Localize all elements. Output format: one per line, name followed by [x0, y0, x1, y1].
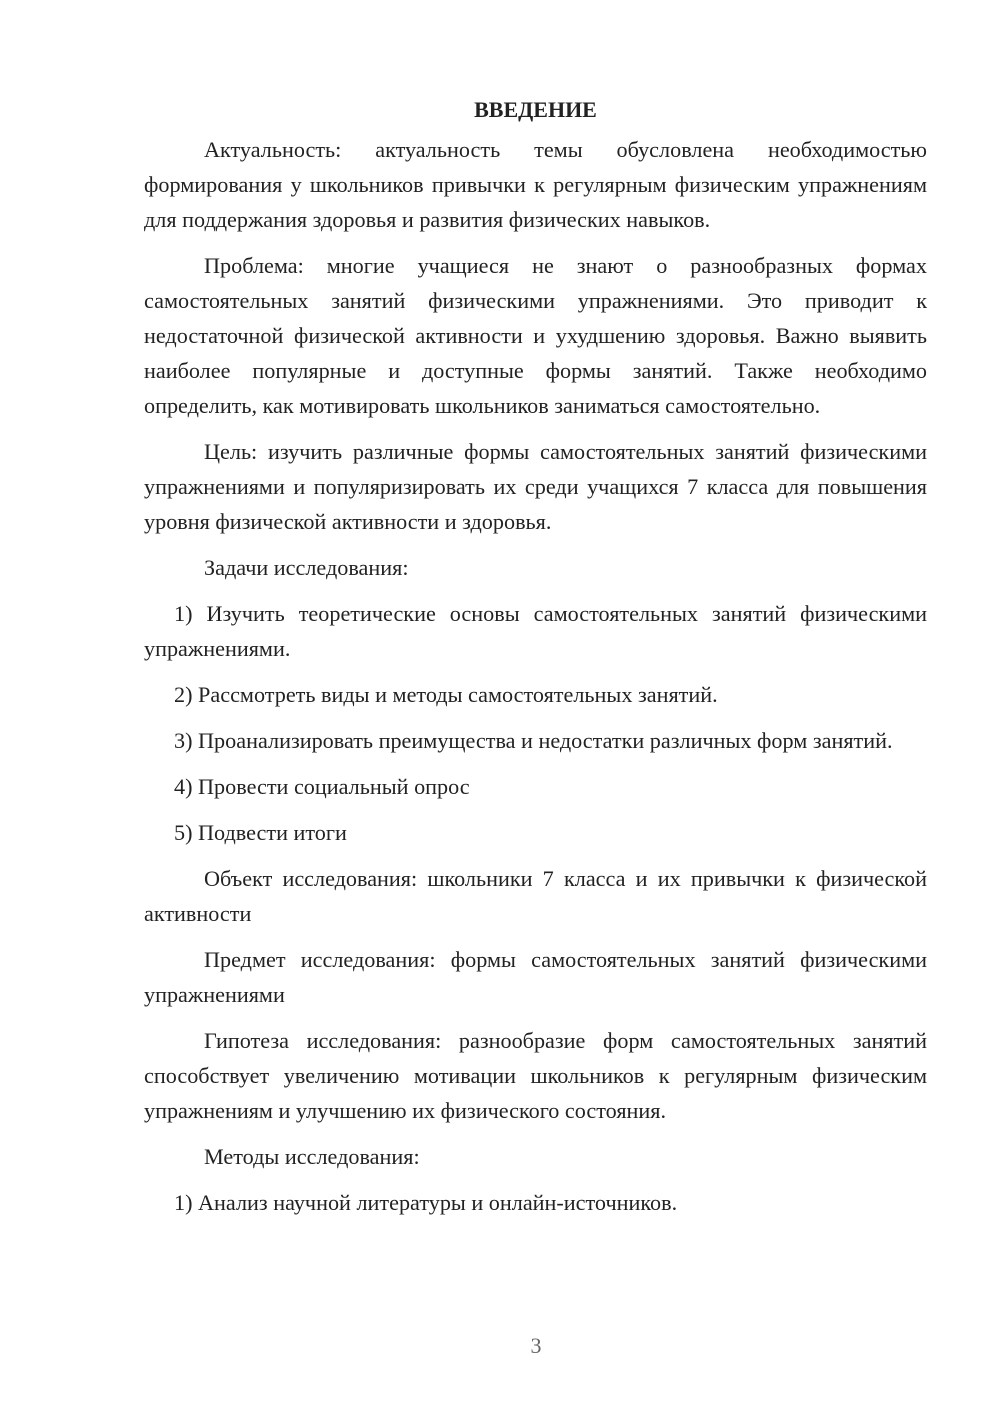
section-heading: ВВЕДЕНИЕ: [474, 97, 597, 122]
page-number: 3: [530, 1333, 542, 1358]
hypothesis-paragraph: Гипотеза исследования: разнообразие форм самостоятельных занятий способствует увеличению мотивации школьников к регулярным физическим упражнениям и улучшению их физического состояния.: [144, 1028, 927, 1123]
task-item-4: 4) Провести социальный опрос: [174, 774, 470, 799]
subject-paragraph: Предмет исследования: формы самостоятельных занятий физическими упражнениями: [144, 947, 927, 1007]
object-paragraph: Объект исследования: школьники 7 класса и их привычки к физической активности: [144, 866, 927, 926]
task-item-5: 5) Подвести итоги: [174, 820, 347, 845]
problem-paragraph: Проблема: многие учащиеся не знают о разнообразных формах самостоятельных занятий физическими упражнениями. Это приводит к недостаточной физической активности и ухудшению здоровья. Важно выявить наиболее популярные и доступные формы занятий. Также необходимо определить, как мотивировать школьников заниматься самостоятельно.: [144, 253, 927, 418]
goal-paragraph: Цель: изучить различные формы самостоятельных занятий физическими упражнениями и популяризировать их среди учащихся 7 класса для повышения уровня физической активности и здоровья.: [144, 439, 927, 534]
task-item-3: 3) Проанализировать преимущества и недостатки различных форм занятий.: [174, 728, 893, 753]
task-item-1: 1) Изучить теоретические основы самостоятельных занятий физическими упражнениями.: [144, 601, 927, 661]
relevance-paragraph: Актуальность: актуальность темы обусловлена необходимостью формирования у школьников привычки к регулярным физическим упражнениям для поддержания здоровья и развития физических навыков.: [144, 137, 927, 232]
method-item-1: 1) Анализ научной литературы и онлайн-источников.: [174, 1190, 678, 1215]
tasks-title: Задачи исследования:: [204, 555, 409, 580]
task-item-2: 2) Рассмотреть виды и методы самостоятельных занятий.: [174, 682, 718, 707]
methods-title: Методы исследования:: [204, 1144, 420, 1169]
page-content: [144, 92, 927, 1231]
